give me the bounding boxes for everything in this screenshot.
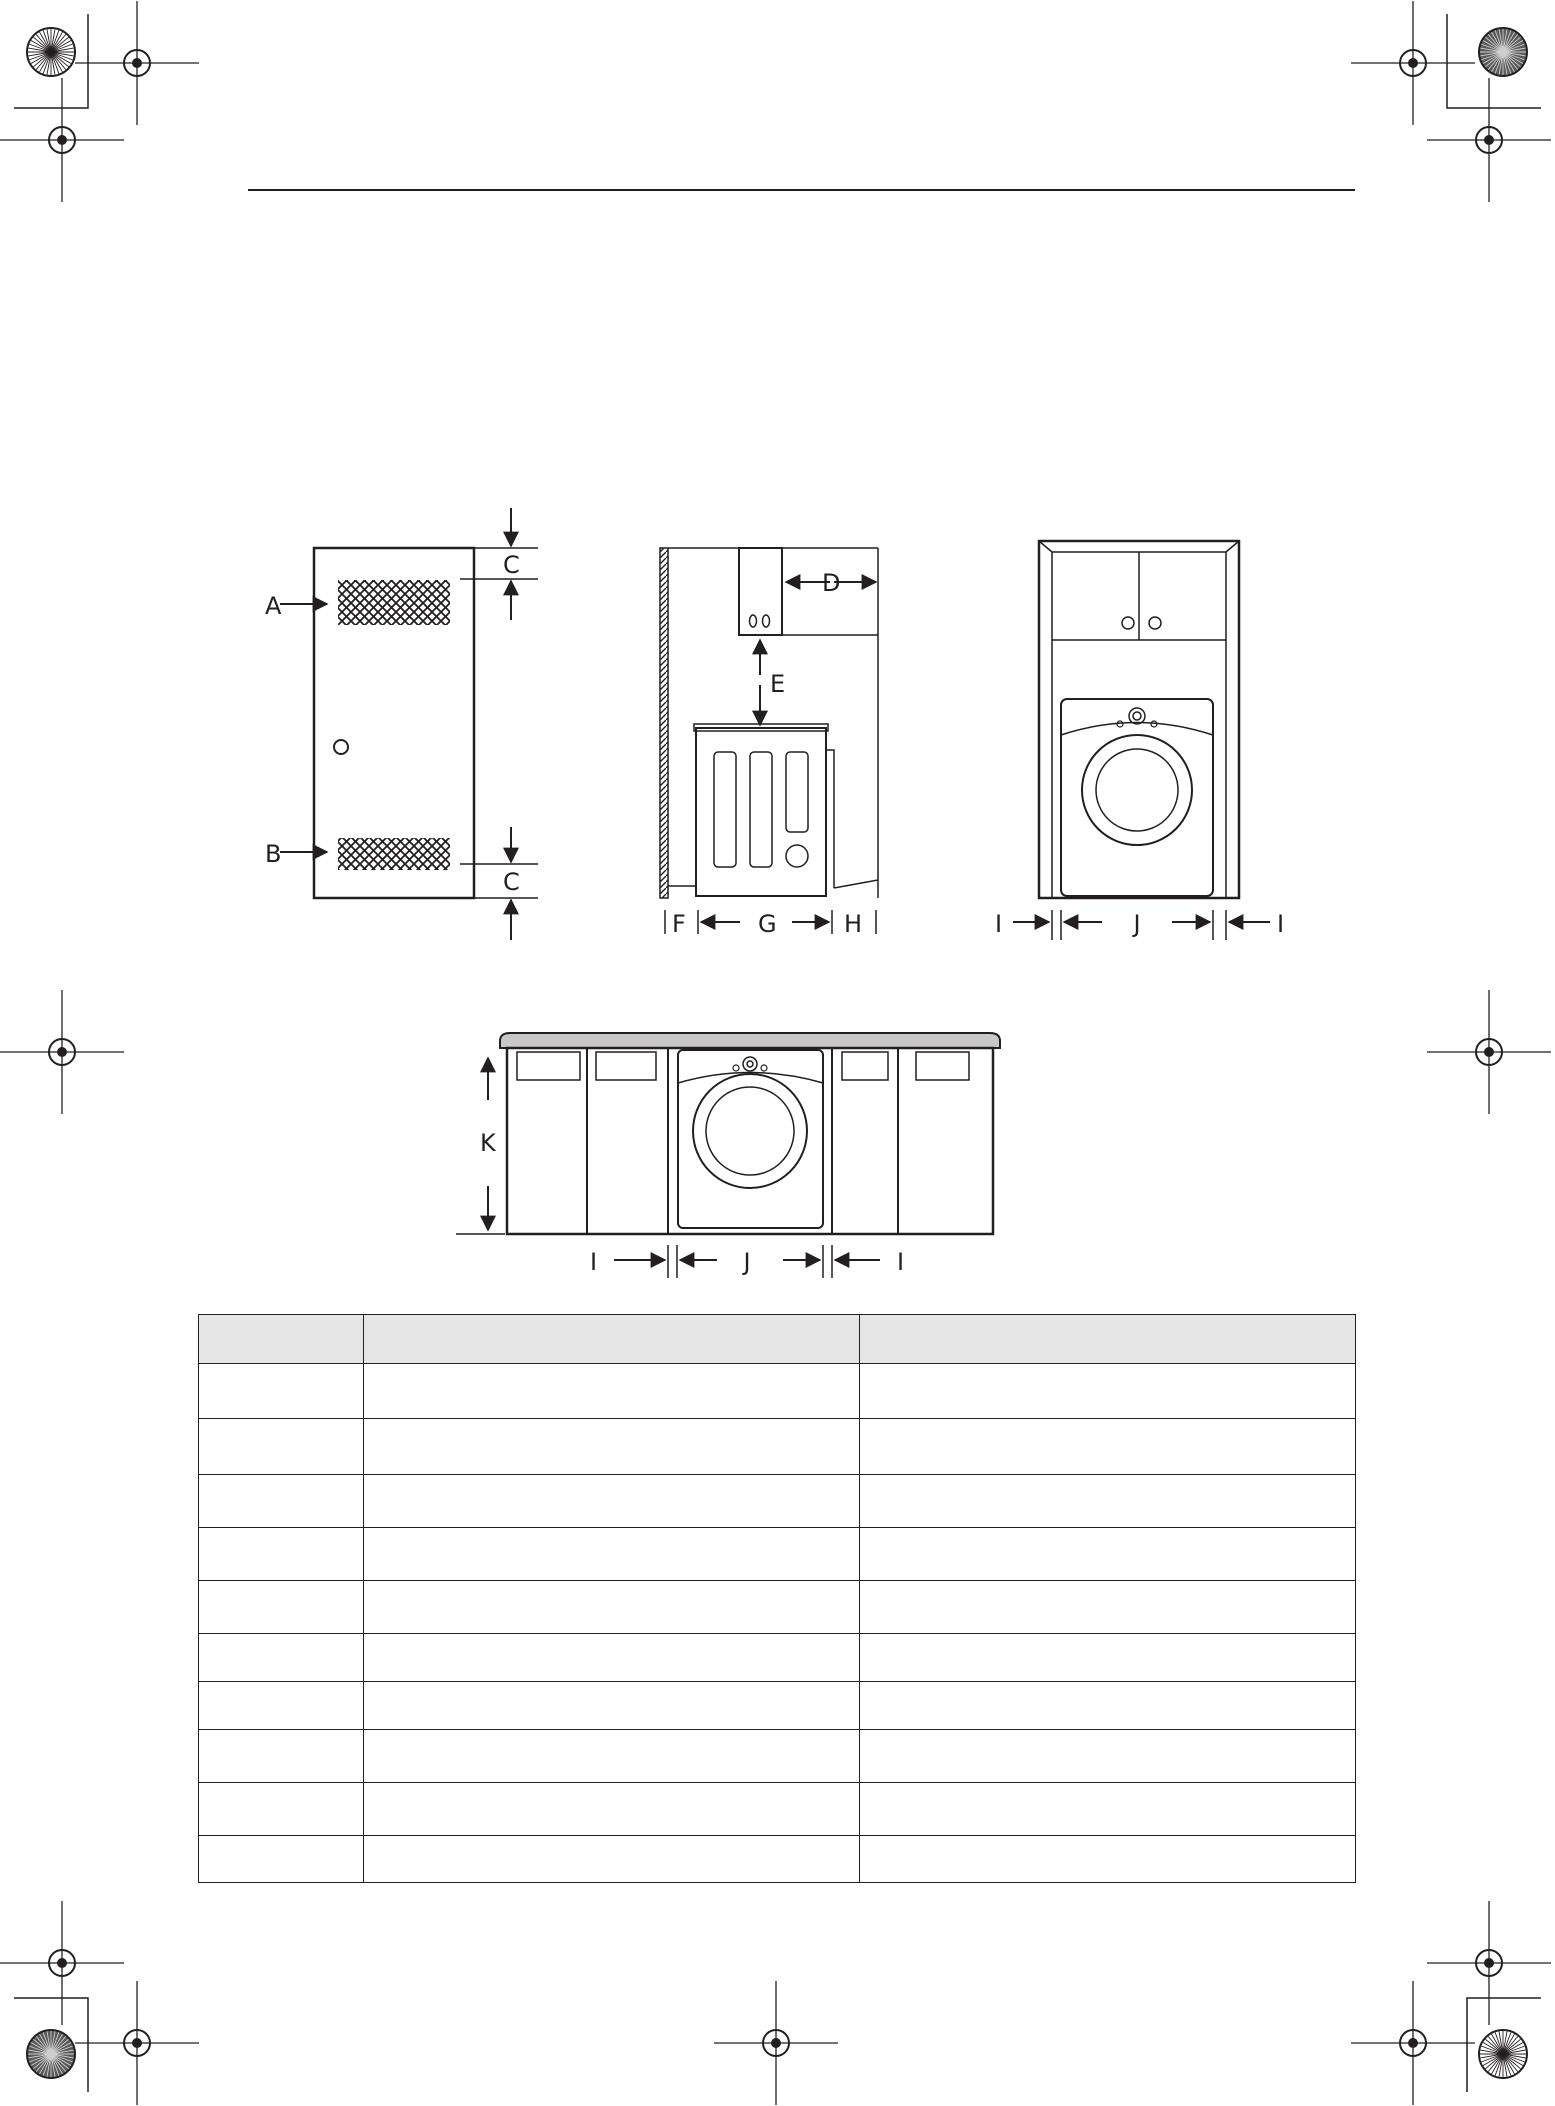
table-cell — [364, 1634, 860, 1682]
registration-mark-icon — [0, 990, 124, 1114]
registration-mark-icon — [1427, 1901, 1551, 2025]
under-counter-figure — [456, 1033, 1000, 1278]
table-cell — [364, 1475, 860, 1528]
registration-mark-icon — [714, 1981, 838, 2105]
table-cell — [860, 1634, 1356, 1682]
table-header-cell — [364, 1315, 860, 1364]
table-header-cell — [860, 1315, 1356, 1364]
table-cell — [364, 1836, 860, 1883]
label-c-top: C — [503, 551, 520, 579]
label-k: K — [480, 1129, 496, 1157]
table-row — [199, 1419, 1356, 1475]
table-cell — [199, 1783, 364, 1836]
color-wheel-icon — [1479, 2030, 1527, 2078]
clearance-table — [198, 1314, 1356, 1883]
table-cell — [199, 1682, 364, 1730]
door-knob — [334, 740, 348, 754]
table-cell — [199, 1419, 364, 1475]
table-cell — [860, 1581, 1356, 1634]
table-cell — [199, 1730, 364, 1783]
undercounter-dryer — [678, 1050, 823, 1228]
table-cell — [199, 1836, 364, 1883]
table-cell — [364, 1682, 860, 1730]
label-d: D — [822, 569, 841, 597]
table-cell — [364, 1783, 860, 1836]
label-a: A — [265, 592, 282, 620]
table-row — [199, 1364, 1356, 1419]
label-g: G — [758, 910, 777, 938]
table-row — [199, 1634, 1356, 1682]
countertop — [500, 1033, 1000, 1048]
table-cell — [199, 1581, 364, 1634]
label-e: E — [770, 670, 786, 698]
label-i-right: I — [1277, 910, 1285, 938]
table-row — [199, 1581, 1356, 1634]
table-cell — [199, 1528, 364, 1581]
table-row — [199, 1475, 1356, 1528]
table-row — [199, 1682, 1356, 1730]
label-i-k-right: I — [897, 1248, 905, 1276]
table-cell — [364, 1419, 860, 1475]
label-i-k-left: I — [590, 1248, 598, 1276]
table-cell — [199, 1634, 364, 1682]
table-cell — [860, 1419, 1356, 1475]
registration-mark-icon — [1351, 1, 1475, 125]
table-cell — [860, 1475, 1356, 1528]
color-wheel-icon — [27, 2030, 75, 2078]
label-h: H — [844, 910, 863, 938]
table-cell — [860, 1836, 1356, 1883]
upper-vent — [338, 580, 450, 625]
closet-door-figure — [265, 508, 538, 940]
table-cell — [364, 1581, 860, 1634]
wall — [660, 548, 668, 898]
registration-mark-icon — [1427, 78, 1551, 202]
label-i-left: I — [995, 910, 1003, 938]
color-wheel-icon — [27, 28, 75, 76]
table-header-row — [199, 1315, 1356, 1364]
table-cell — [364, 1364, 860, 1419]
registration-mark-icon — [0, 1901, 124, 2025]
label-b: B — [265, 840, 282, 868]
table-cell — [860, 1528, 1356, 1581]
table-row — [199, 1528, 1356, 1581]
table-cell — [860, 1783, 1356, 1836]
label-f: F — [672, 910, 686, 938]
table-cell — [860, 1730, 1356, 1783]
label-j-k: J — [743, 1248, 751, 1276]
registration-mark-icon — [75, 1981, 199, 2105]
table-cell — [199, 1475, 364, 1528]
table-row — [199, 1730, 1356, 1783]
side-view-figure — [660, 548, 878, 938]
color-wheel-icon — [1479, 28, 1527, 76]
table-cell — [860, 1364, 1356, 1419]
table-cell — [364, 1528, 860, 1581]
table-header-cell — [199, 1315, 364, 1364]
label-j: J — [1133, 910, 1141, 938]
registration-mark-icon — [1351, 1981, 1475, 2105]
registration-mark-icon — [75, 1, 199, 125]
table-row — [199, 1783, 1356, 1836]
label-c-bottom: C — [503, 868, 520, 896]
table-cell — [199, 1364, 364, 1419]
lower-vent — [338, 838, 450, 870]
table-row — [199, 1836, 1356, 1883]
registration-mark-icon — [0, 78, 124, 202]
closet-front-figure — [995, 541, 1284, 940]
table-cell — [860, 1682, 1356, 1730]
table-cell — [364, 1730, 860, 1783]
wall-cabinet — [739, 548, 782, 635]
registration-mark-icon — [1427, 990, 1551, 1114]
